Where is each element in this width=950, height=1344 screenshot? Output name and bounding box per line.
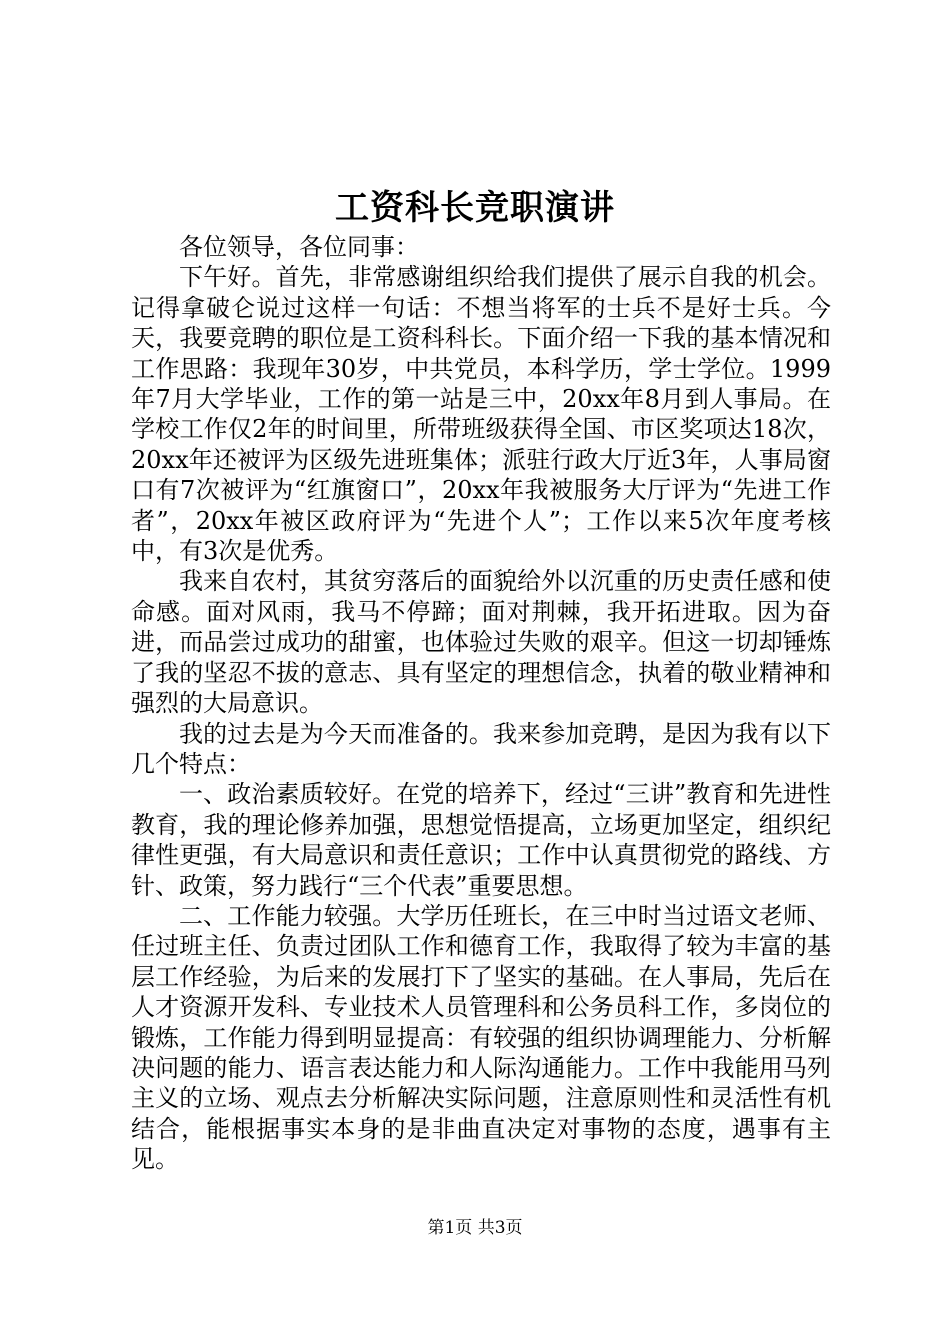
paragraph-background: 我来自农村，其贫穷落后的面貌给外以沉重的历史责任感和使命感。面对风雨，我马不停蹄；面对荆棘，我开拓进取。因为奋进，而品尝过成功的甜蜜，也体验过失败的艰辛。但这一切却锤炼了我的坚忍不拔的意志、具有坚定的理想信念，执着的敬业精神和强烈的大局意识。 bbox=[131, 567, 831, 718]
paragraph-motivation: 我的过去是为今天而准备的。我来参加竞聘，是因为我有以下几个特点： bbox=[131, 719, 831, 778]
paragraph-salutation: 各位领导，各位同事： bbox=[179, 233, 419, 261]
document-title: 工资科长竞职演讲 bbox=[335, 188, 615, 228]
paragraph-work-ability: 二、工作能力较强。大学历任班长，在三中时当过语文老师、任过班主任、负责过团队工作和德育工作，我取得了较为丰富的基层工作经验，为后来的发展打下了坚实的基础。在人事局，先后在人才资源开发科、专业技术人员管理科和公务员科工作，多岗位的锻炼，工作能力得到明显提高：有较强的组织协调理能力、分析解决问题的能力、语言表达能力和人际沟通能力。工作中我能用马列主义的立场、观点去分析解决实际问题，注意原则性和灵活性有机结合，能根据事实本身的是非曲直决定对事物的态度，遇事有主见。 bbox=[131, 901, 831, 1174]
document-body bbox=[131, 232, 831, 1175]
paragraph-introduction: 下午好。首先，非常感谢组织给我们提供了展示自我的机会。记得拿破仑说过这样一句话：不想当将军的士兵不是好士兵。今天，我要竞聘的职位是工资科科长。下面介绍一下我的基本情况和工作思路：我现年30岁，中共党员，本科学历，学士学位。1999年7月大学毕业，工作的第一站是三中，20xx年8月到人事局。在学校工作仅2年的时间里，所带班级获得全国、市区奖项达18次，20xx年还被评为区级先进班集体；派驻行政大厅近3年，人事局窗口有7次被评为“红旗窗口”，20xx年我被服务大厅评为“先进工作者”，20xx年被区政府评为“先进个人”；工作以来5次年度考核中，有3次是优秀。 bbox=[131, 263, 831, 566]
page-number-footer: 第1页 共3页 bbox=[427, 1218, 523, 1238]
paragraph-political-quality: 一、政治素质较好。在党的培养下，经过“三讲”教育和先进性教育，我的理论修养加强，思想觉悟提高，立场更加坚定，组织纪律性更强，有大局意识和责任意识；工作中认真贯彻党的路线、方针、政策，努力践行“三个代表”重要思想。 bbox=[131, 780, 831, 900]
